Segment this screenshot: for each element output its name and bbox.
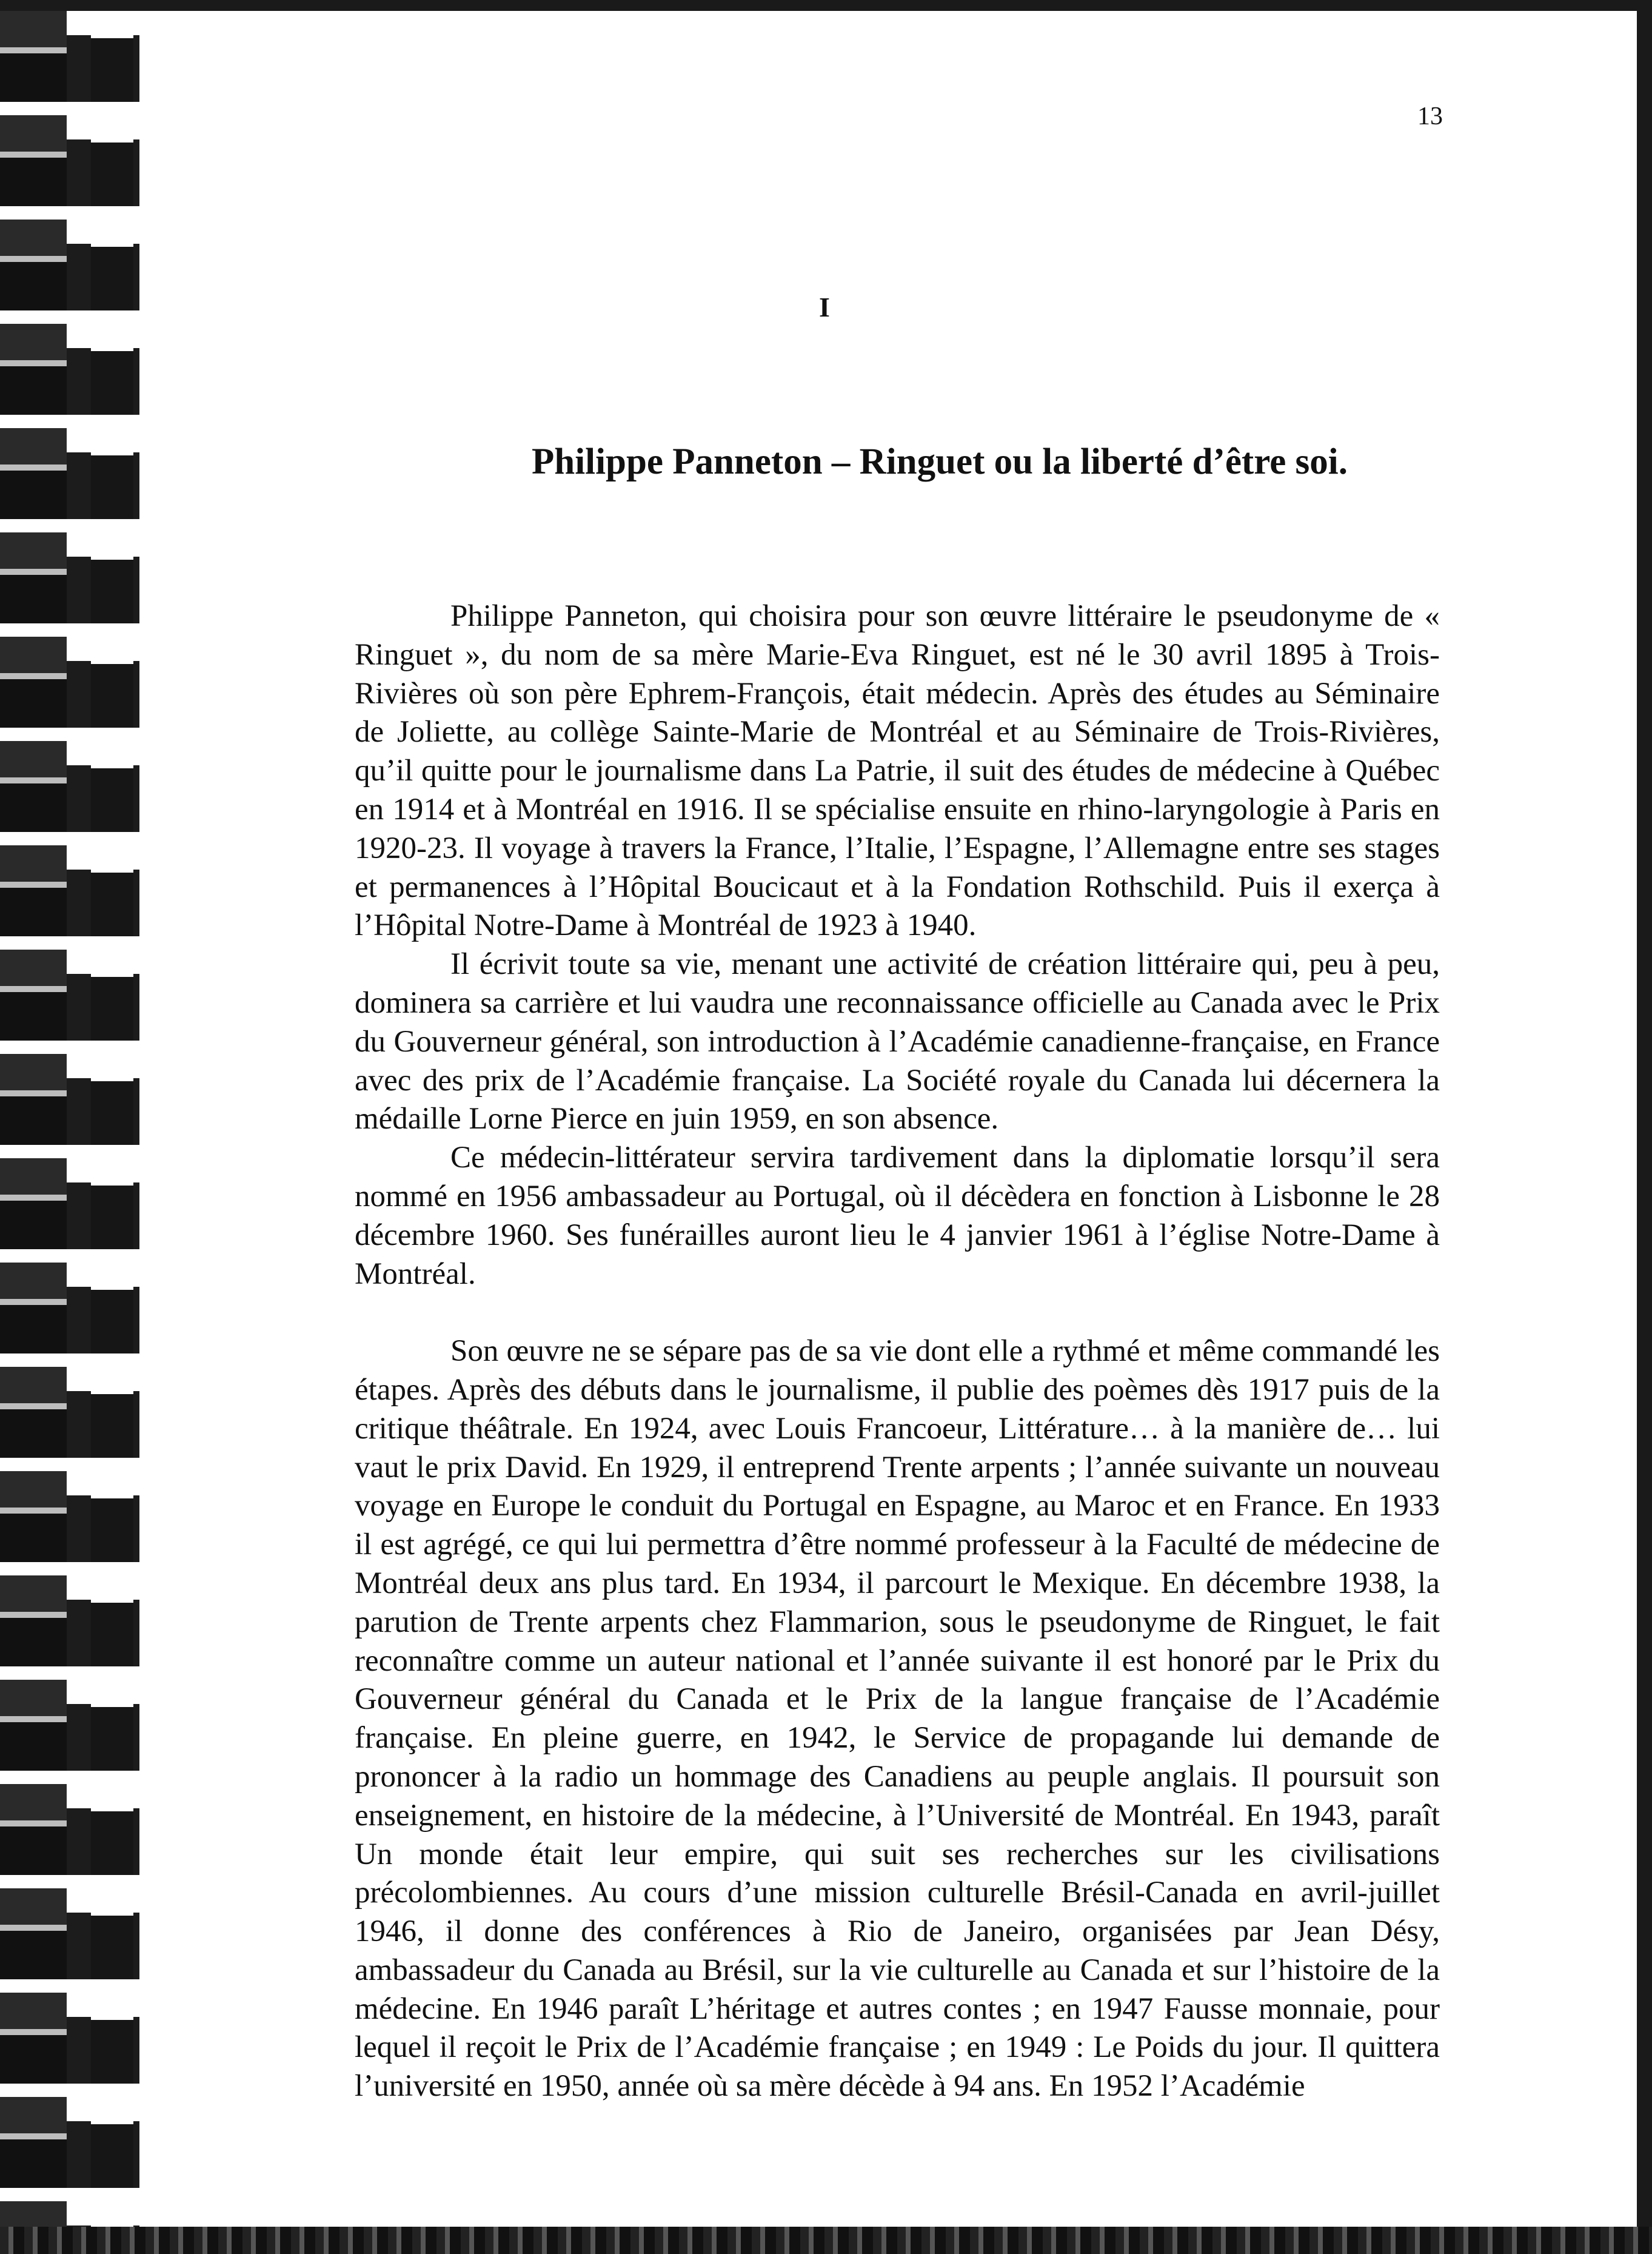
scan-edge-right xyxy=(1637,0,1652,2254)
scan-edge-top xyxy=(0,0,1652,11)
paragraph-1: Philippe Panneton, qui choisira pour son œuvre littéraire le pseudonyme de « Ringuet », du nom de sa mère Marie-Eva Ringuet, est né le 30 avril 1895 à Trois-Rivières où son père Ephrem-François, était médecin. Après des études au Séminaire de Joliette, au collège Sainte-Marie de Montréal et au Séminaire de Trois-Rivières, qu’il quitte pour le journalisme dans La Patrie, il suit des études de médecine à Québec en 1914 et à Montréal en 1916. Il se spécialise ensuite en rhino-laryngologie à Paris en 1920-23. Il voyage à travers la France, l’Italie, l’Espagne, l’Allemagne entre ses stages et permanences à l’Hôpital Boucicaut et à la Fondation Rothschild. Puis il exerça à l’Hôpital Notre-Dame à Montréal de 1923 à 1940. xyxy=(355,599,1440,943)
body-text xyxy=(355,597,1440,2106)
paragraph-3: Ce médecin-littérateur servira tardivement dans la diplomatie lorsqu’il sera nommé en 1956 ambassadeur au Portugal, où il décèdera en fonction à Lisbonne le 28 décembre 1960. Ses funérailles auront lieu le 4 janvier 1961 à l’église Notre-Dame à Montréal. xyxy=(355,1141,1440,1291)
chapter-number: I xyxy=(819,292,830,323)
chapter-title: Philippe Panneton – Ringuet ou la liberté d’être soi. xyxy=(532,441,1348,482)
spiral-binding xyxy=(0,11,139,2227)
paragraph-gap xyxy=(355,1293,1440,1332)
paragraph-4: Son œuvre ne se sépare pas de sa vie dont elle a rythmé et même commandé les étapes. Après des débuts dans le journalisme, il publie des poèmes dès 1917 puis de la critique théâtrale. En 1924, avec Louis Francoeur, Littérature… à la manière de… lui vaut le prix David. En 1929, il entreprend Trente arpents ; l’année suivante un nouveau voyage en Europe le conduit du Portugal en Espagne, au Maroc et en France. En 1933 il est agrégé, ce qui lui permettra d’être nommé professeur à la Faculté de médecine de Montréal deux ans plus tard. En 1934, il parcourt le Mexique. En décembre 1938, la parution de Trente arpents chez Flammarion, sous le pseudonyme de Ringuet, le fait reconnaître comme un auteur national et l’année suivante il est honoré par le Prix du Gouverneur général du Canada et le Prix de la langue française de l’Académie française. En pleine guerre, en 1942, le Service de propagande lui demande de prononcer à la radio un hommage des Canadiens au peuple anglais. Il poursuit son enseignement, en histoire de la médecine, à l’Université de Montréal. En 1943, paraît Un monde était leur empire, qui suit ses recherches sur les civilisations précolombiennes. Au cours d’une mission culturelle Brésil-Canada en avril-juillet 1946, il donne des conférences à Rio de Janeiro, organisées par Jean Désy, ambassadeur du Canada au Brésil, sur la vie culturelle au Canada et sur l’histoire de la médecine. En 1946 paraît L’héritage et autres contes ; en 1947 Fausse monnaie, pour lequel il reçoit le Prix de l’Académie française ; en 1949 : Le Poids du jour. Il quittera l’université en 1950, année où sa mère décède à 94 ans. En 1952 l’Académie xyxy=(355,1334,1440,2104)
page-number: 13 xyxy=(1417,102,1443,130)
paragraph-2: Il écrivit toute sa vie, menant une activité de création littéraire qui, peu à peu, dominera sa carrière et lui vaudra une reconnaissance officielle au Canada avec le Prix du Gouverneur général, son introduction à l’Académie canadienne-française, en France avec des prix de l’Académie française. La Société royale du Canada lui décernera la médaille Lorne Pierce en juin 1959, en son absence. xyxy=(355,947,1440,1136)
scan-edge-bottom xyxy=(0,2227,1652,2254)
